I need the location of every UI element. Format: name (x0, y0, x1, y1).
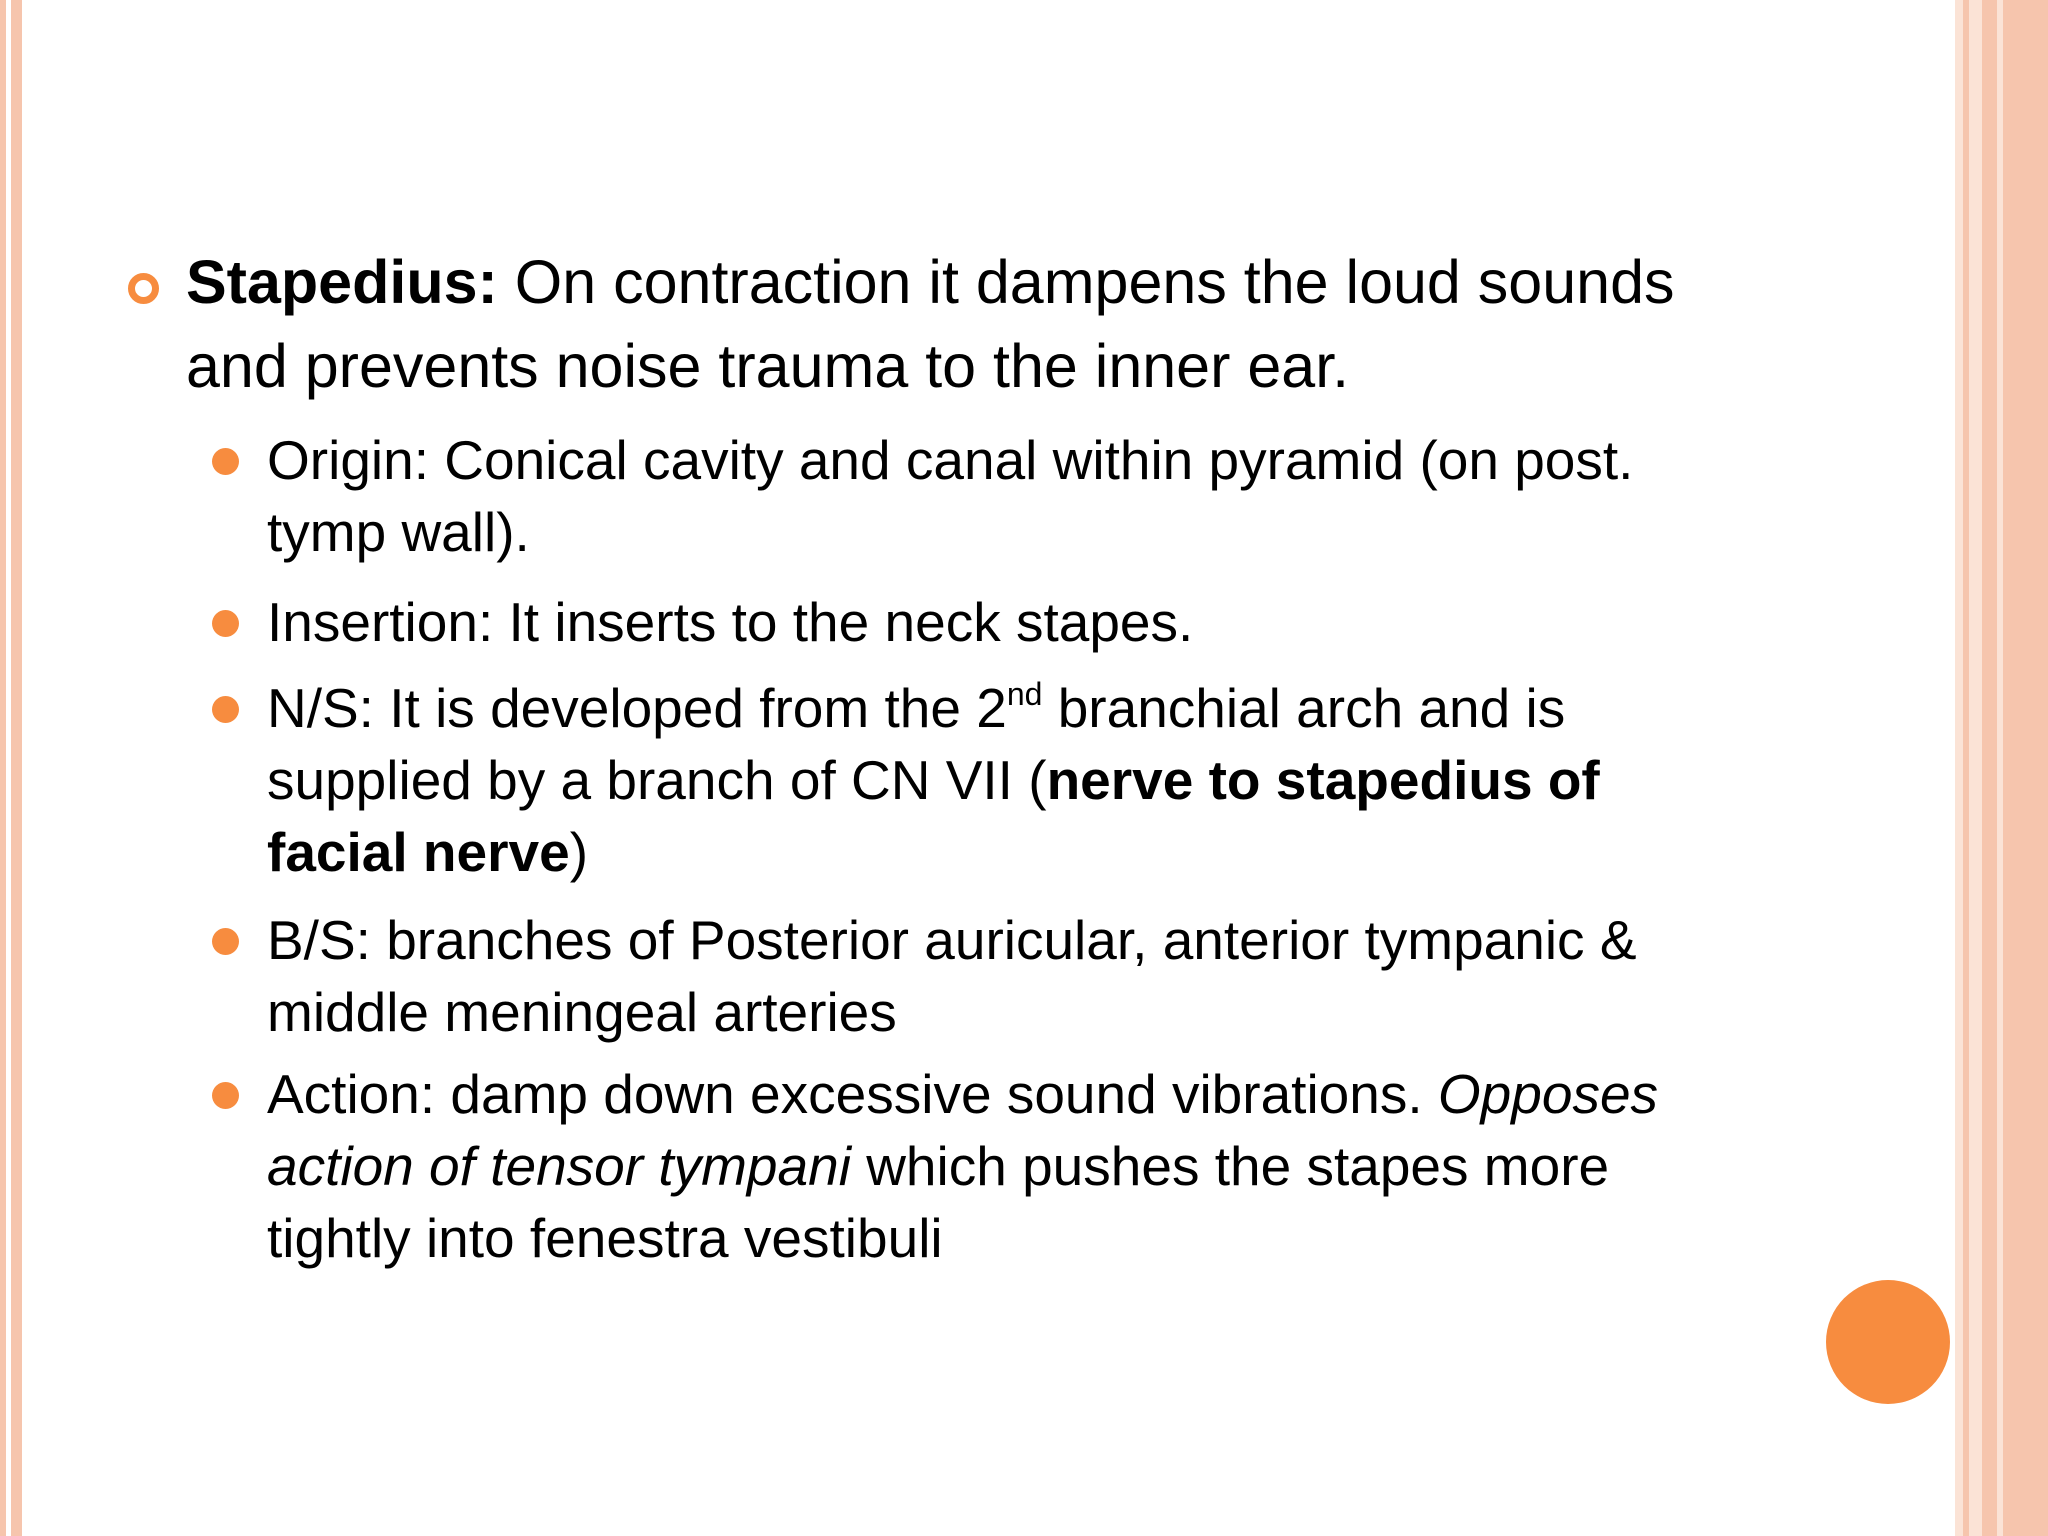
action-text-a: Action: damp down excessive sound vibrations. (267, 1063, 1438, 1125)
action-text-b: which pushes the stapes more tightly into fenestra vestibuli (267, 1135, 1610, 1269)
dot-bullet-icon (212, 610, 239, 637)
sub-bullet-origin (267, 424, 1747, 568)
sub-bullet-blood-supply (267, 904, 1747, 1048)
dot-bullet-icon (212, 928, 239, 955)
nerve-supply-text-c: ) (569, 821, 589, 883)
term-stapedius: Stapedius: (186, 248, 498, 316)
ring-bullet-icon (128, 273, 159, 304)
sub-bullet-nerve-supply (267, 672, 1747, 888)
nerve-supply-text-b: branchial arch and is supplied by a branch of CN VII ( (267, 677, 1566, 811)
nerve-supply-bold: nerve to stapedius of facial nerve (267, 749, 1600, 883)
orange-circle-decoration (1826, 1280, 1950, 1404)
nerve-supply-superscript: nd (1006, 676, 1043, 712)
main-bullet-stapedius (186, 240, 1746, 408)
dot-bullet-icon (212, 1082, 239, 1109)
left-border-decoration (0, 0, 22, 1536)
insertion-text: Insertion: It inserts to the neck stapes. (267, 591, 1194, 653)
origin-text: Origin: Conical cavity and canal within pyramid (on post. tymp wall). (267, 429, 1634, 563)
blood-supply-text: B/S: branches of Posterior auricular, anterior tympanic & middle meningeal arteries (267, 909, 1637, 1043)
sub-bullet-insertion (267, 586, 1747, 658)
right-stripe-decoration (1955, 0, 2048, 1536)
nerve-supply-text-a: N/S: It is developed from the 2 (267, 677, 1007, 739)
dot-bullet-icon (212, 696, 239, 723)
main-bullet-text: On contraction it dampens the loud sounds and prevents noise trauma to the inner ear. (186, 248, 1675, 400)
sub-bullet-action (267, 1058, 1747, 1274)
dot-bullet-icon (212, 448, 239, 475)
action-italic: Opposes action of tensor tympani (267, 1063, 1659, 1197)
